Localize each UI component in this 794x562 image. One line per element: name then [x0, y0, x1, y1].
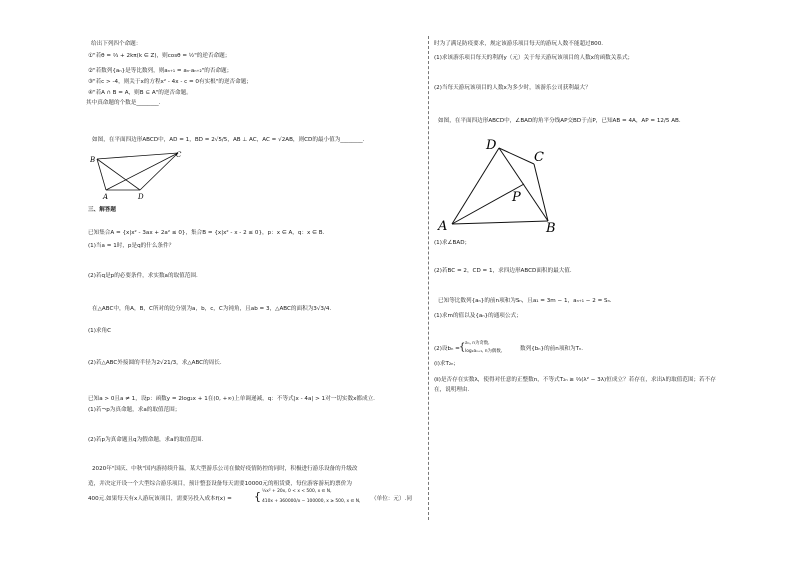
- figure1-label-a: A: [103, 193, 109, 201]
- question-amusement-unit: （单位：元）.同: [371, 496, 412, 502]
- question-sets-part1: (1)当a = 1时，p是q的什么条件？: [88, 243, 175, 249]
- piecewise-brace: {: [254, 490, 261, 503]
- question-sets: 已知集合A = {x|x² - 3ax + 2a² ≤ 0}，集合B = {x|x² - x - 2 ≤ 0}，p：x ∈ A，q：x ∈ B.: [88, 230, 325, 236]
- question-amusement-line3: 400元.如果每天有x人游玩该项目，需要另投入成本f(x) =: [88, 496, 232, 502]
- question-angle-bisector: 如图，在平面四边形ABCD中，∠BAD的角平分线AP交BD于点P，已知AB = 4A，AP = 12/5 AB.: [438, 118, 681, 124]
- question-triangle: 在△ABC中，角A，B，C所对的边分别为a，b，c，C为钝角，且ab = 3，△ABC的面积为3√3/4.: [92, 306, 332, 312]
- right-column: [434, 0, 774, 562]
- question-cd-minimum: 如图，在平面四边形ABCD中，AD = 1，BD = 2√5/5，AB ⊥ AC，AC = √2AB，则CD的最小值为________.: [92, 137, 365, 143]
- question-amusement-line1: 2020年"国庆、中秋"国内游持续升温，某大型游乐公司在做好疫情防控的同时，积极进行游乐设备的升级改: [92, 466, 358, 472]
- amusement-part1: (1)求该游乐项目每天的利润y（元）关于每天游玩该项目的人数x的函数关系式；: [434, 55, 634, 61]
- sequence-subpart-ii-cont: 在，说明理由.: [434, 387, 470, 393]
- proposition-4: ④"若A ∩ B = A，则B ⊆ A"的逆否命题。: [88, 90, 192, 96]
- angle-bisector-part1: (1)求∠BAD；: [434, 240, 471, 246]
- question-triangle-part1: (1)求角C: [88, 328, 112, 334]
- figure2-label-a: A: [438, 219, 448, 234]
- cost-formula-case1: ½x² + 20x, 0 < x < 500, x ∈ N,: [262, 489, 332, 494]
- cost-formula-case2: 410x + 360000/x − 100000, x ≥ 500, x ∈ N,: [262, 499, 361, 504]
- column-divider: [428, 36, 429, 520]
- figure1-label-b: B: [90, 156, 96, 164]
- question-propositions: 已知a > 0且a ≠ 1，设p：函数y = 2log₂x + 1在(0, +∞)上单调递减，q：不等式|x - 4a| > 1对一切实数x都成立.: [88, 396, 375, 402]
- figure2-label-c: C: [534, 150, 544, 165]
- question-amusement-line2: 造，并决定开设一个大型综合游乐项目，预计整套设备每天需要10000元的租赁费，每位游客游玩的票价为: [88, 481, 352, 487]
- figure2-label-p: P: [512, 190, 521, 205]
- sequence-subpart-i: (ⅰ)求T₂ₙ；: [434, 361, 459, 367]
- question-sets-part2: (2)若q是p的必要条件，求实数a的取值范围.: [88, 273, 198, 279]
- figure2-label-d: D: [486, 138, 497, 153]
- left-column: [88, 0, 418, 562]
- sequence-part2-tail: 数列{bₙ}的前n项和为Tₙ.: [520, 346, 584, 352]
- quadrilateral-figure-1: [90, 149, 182, 201]
- angle-bisector-part2: (2)若BC = 2，CD = 1，求四边形ABCD面积的最大值.: [434, 268, 572, 274]
- sequence-part2-lead: (2)设bₙ =: [434, 346, 460, 352]
- question-sequence: 已知等比数列{aₙ}的前n项和为Sₙ，且a₁ = 3m − 1，aₙ₊₁ − 2 = Sₙ.: [438, 298, 612, 304]
- sequence-part1: (1)求m的值以及{aₙ}的通项公式；: [434, 313, 522, 319]
- proposition-3: ③"若c > -4，则关于x的方程x² - 4x - c = 0有实根"的逆否命题；: [88, 79, 252, 85]
- amusement-constraint: 时为了满足防疫要求，规定该游乐项目每天的游玩人数不能超过800.: [434, 41, 604, 47]
- question-propositions-part2: (2)若p为真命题且q为假命题，求a的取值范围.: [88, 437, 204, 443]
- section-heading-answers: 三、解答题: [88, 207, 116, 213]
- question-ask: 其中真命题的个数是________.: [86, 100, 161, 106]
- sequence-subpart-ii: (ⅱ)是否存在实数λ，使得对任意的正整数n，不等式T₂ₙ ≥ ⅔(λ² − 3λ)恒成立？若存在，求出λ的取值范围；若不存: [434, 377, 716, 383]
- figure1-label-c: C: [176, 151, 182, 159]
- sequence-b-case2: log₂aₙ₊₁, n为偶数,: [465, 349, 503, 354]
- question-propositions-part1: (1)若¬p为真命题，求a的取值范围；: [88, 407, 181, 413]
- proposition-1: ①"若θ = ⅔ + 2kπ(k ∈ Z)，则cosθ = ½"的逆否命题；: [88, 53, 231, 59]
- question-intro: 给出下列四个命题：: [91, 41, 142, 47]
- amusement-part2: (2)当每天游玩该项目的人数x为多少时，该游乐公司获利最大？: [434, 85, 591, 91]
- piecewise-brace-b: {: [459, 342, 466, 353]
- proposition-2: ②"若数列{aₙ}是等比数列，则aₙ₊₁ = aₙ·aₙ₊₂"的否命题；: [88, 68, 233, 74]
- figure2-label-b: B: [546, 221, 556, 236]
- figure1-label-d: D: [138, 193, 144, 201]
- quadrilateral-figure-2: [434, 128, 564, 236]
- sequence-b-case1: aₙ, n为奇数,: [465, 341, 490, 346]
- question-triangle-part2: (2)若△ABC外接圆的半径为2√21/3，求△ABC的周长.: [88, 360, 222, 366]
